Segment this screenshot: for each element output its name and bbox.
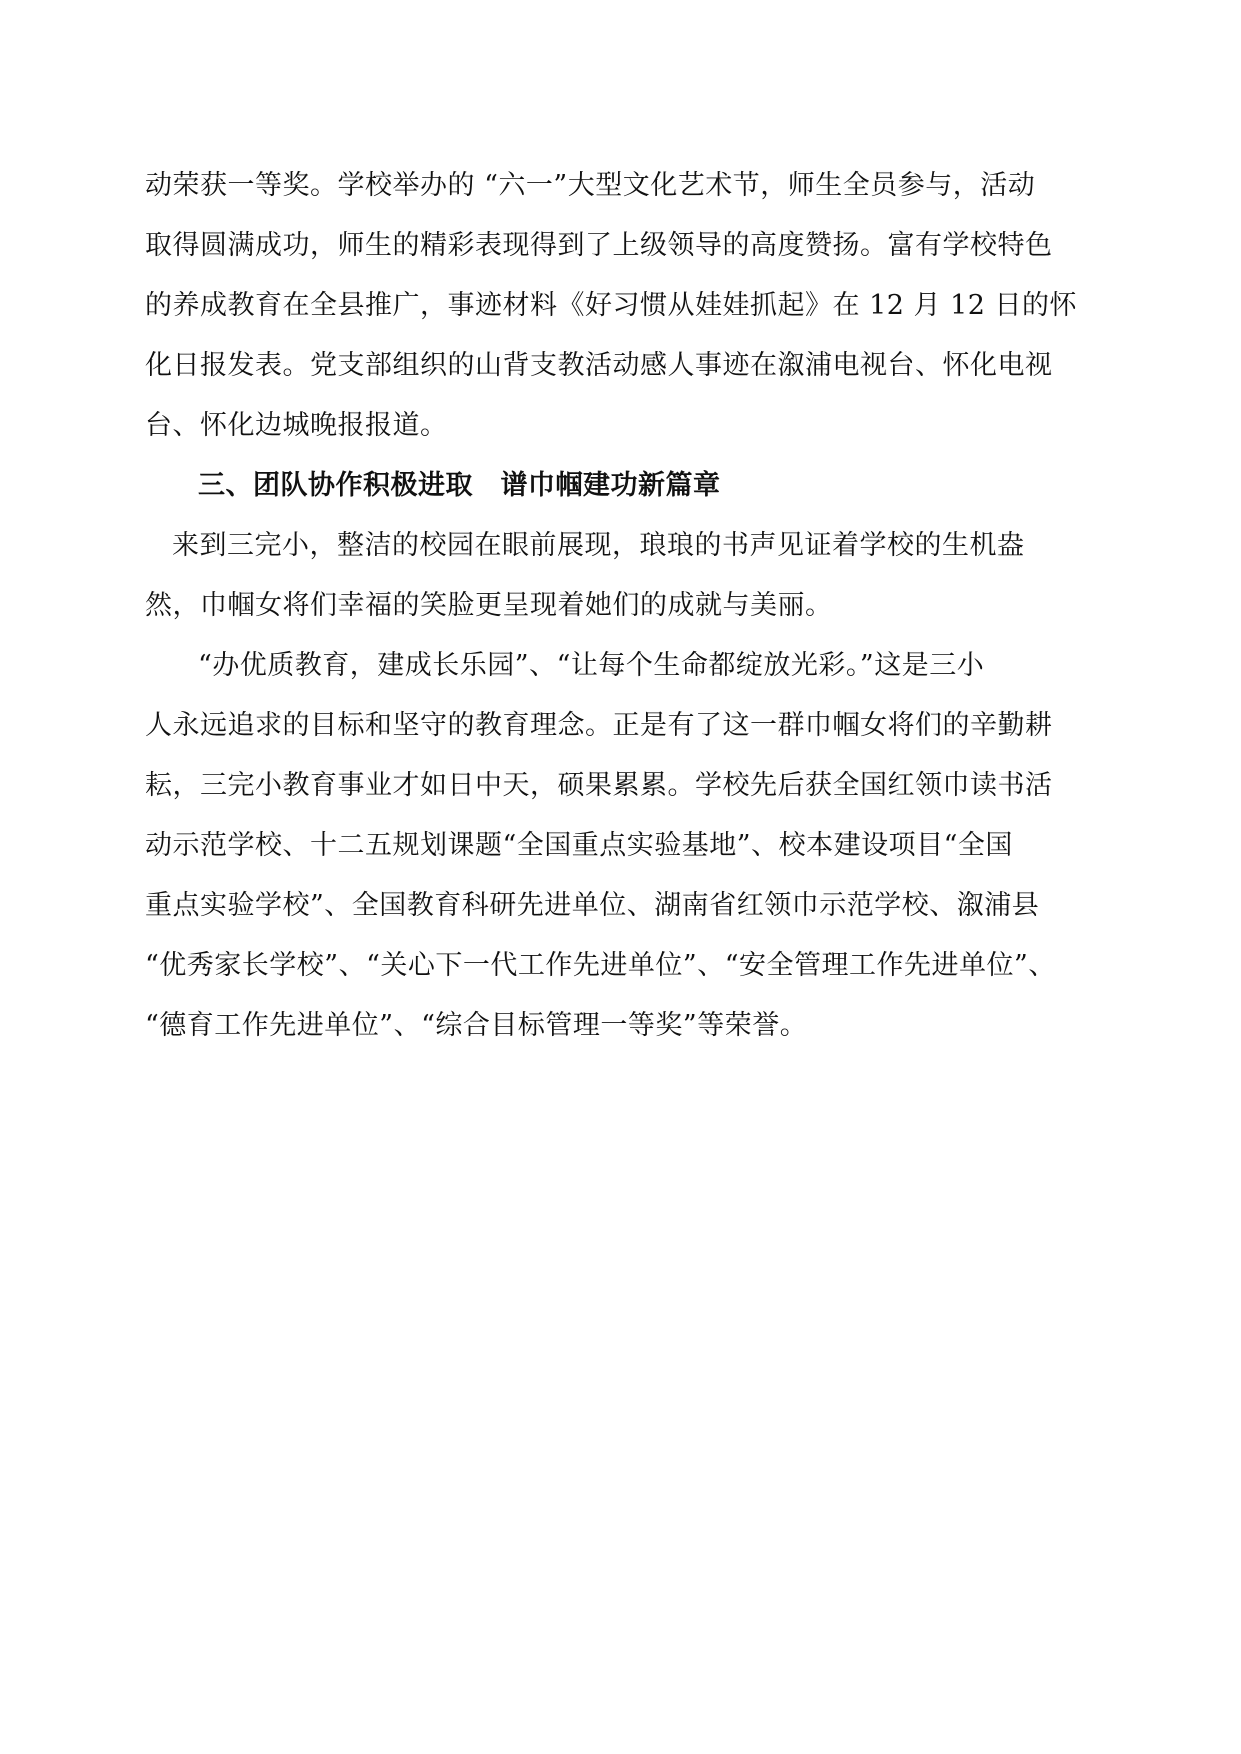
para1-line-5: 台、怀化边城晚报报道。 — [145, 410, 448, 441]
para1-line-3: 的养成教育在全县推广，事迹材料《好习惯从娃娃抓起》在 12 月 12 日的怀 — [145, 290, 1078, 321]
para3-line-7: “德育工作先进单位”、“综合目标管理一等奖”等荣誉。 — [145, 1010, 808, 1041]
para3-line-6: “优秀家长学校”、“关心下一代工作先进单位”、“安全管理工作先进单位”、 — [145, 950, 1056, 981]
para3-line-2: 人永远追求的目标和坚守的教育理念。正是有了这一群巾帼女将们的辛勤耕 — [145, 710, 1053, 741]
para1-line-1: 动荣获一等奖。学校举办的 “六一”大型文化艺术节，师生全员参与，活动 — [145, 170, 1036, 201]
section-heading-3: 三、团队协作积极进取 谱巾帼建功新篇章 — [198, 470, 721, 501]
para2-line-1: 来到三完小，整洁的校园在眼前展现，琅琅的书声见证着学校的生机盎 — [172, 530, 1025, 561]
para1-line-4: 化日报发表。党支部组织的山背支教活动感人事迹在溆浦电视台、怀化电视 — [145, 350, 1053, 381]
para3-line-5: 重点实验学校”、全国教育科研先进单位、湖南省红领巾示范学校、溆浦县 — [145, 890, 1040, 921]
para1-line-2: 取得圆满成功，师生的精彩表现得到了上级领导的高度赞扬。富有学校特色 — [145, 230, 1053, 261]
para3-line-4: 动示范学校、十二五规划课题“全国重点实验基地”、校本建设项目“全国 — [145, 830, 1013, 861]
para3-line-3: 耘，三完小教育事业才如日中天，硕果累累。学校先后获全国红领巾读书活 — [145, 770, 1053, 801]
para3-line-1: “办优质教育，建成长乐园”、“让每个生命都绽放光彩。”这是三小 — [198, 650, 985, 681]
para2-line-2: 然，巾帼女将们幸福的笑脸更呈现着她们的成就与美丽。 — [145, 590, 833, 621]
